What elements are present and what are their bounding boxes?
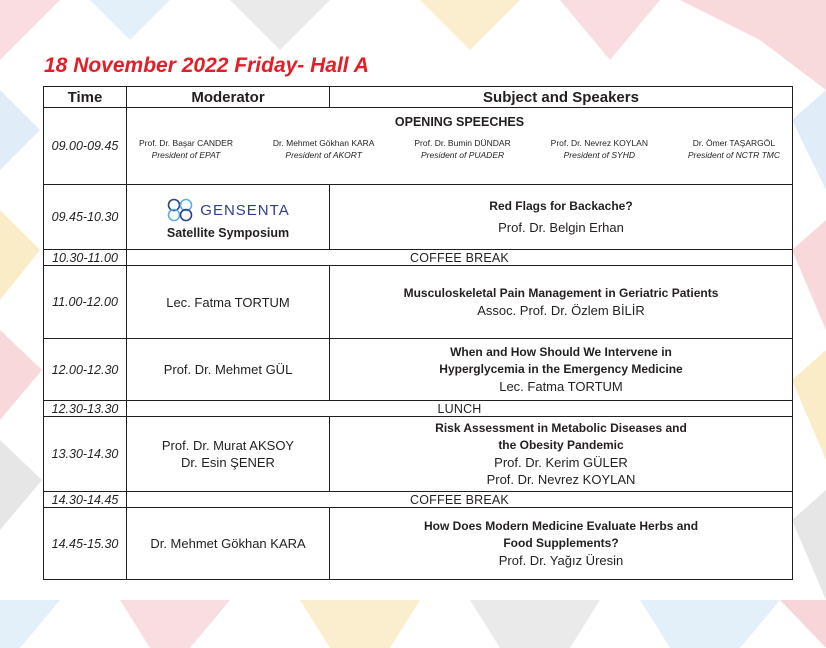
opening-speaker [551, 137, 648, 161]
opening-speakers [127, 129, 792, 161]
subject-title: the Obesity Pandemic [498, 438, 624, 452]
satellite-row [44, 185, 793, 250]
subject-cell [330, 185, 793, 250]
header-subject: Subject and Speakers [330, 87, 793, 108]
speaker-name: Dr. Ömer TAŞARGÖL [692, 138, 776, 148]
gensenta-logo [127, 198, 329, 222]
opening-cell [127, 108, 793, 185]
speaker-role: President of NCTR TMC [687, 150, 780, 160]
opening-row [44, 108, 793, 185]
opening-speaker [139, 137, 233, 161]
subject-title: Musculoskeletal Pain Management in Geriatric Patients [403, 286, 719, 300]
speaker-name: Prof. Dr. Başar CANDER [139, 138, 233, 148]
header-moderator: Moderator [127, 87, 330, 108]
time-cell: 10.30-11.00 [44, 250, 127, 266]
logo-text: GENSENTA [200, 201, 290, 219]
break-label: LUNCH [127, 401, 793, 417]
moderator-name: Prof. Dr. Murat AKSOY [161, 438, 295, 453]
time-cell: 14.30-14.45 [44, 492, 127, 508]
time-cell: 13.30-14.30 [44, 417, 127, 492]
opening-speaker [273, 137, 375, 161]
break-row [44, 492, 793, 508]
time-cell: 11.00-12.00 [44, 266, 127, 339]
header-time: Time [44, 87, 127, 108]
time-cell: 09.45-10.30 [44, 185, 127, 250]
speaker-role: President of SYHD [563, 150, 635, 160]
session-row [44, 508, 793, 580]
session-row [44, 266, 793, 339]
speaker-role: President of EPAT [151, 150, 221, 160]
speaker-name: Prof. Dr. Nevrez KOYLAN [486, 472, 636, 487]
header-row [44, 87, 793, 108]
speaker-name: Prof. Dr. Kerim GÜLER [494, 455, 628, 470]
satellite-label: Satellite Symposium [166, 226, 290, 240]
subject-cell [330, 266, 793, 339]
subject-cell [330, 339, 793, 401]
subject-cell [330, 417, 793, 492]
speaker-role: President of PUADER [420, 150, 505, 160]
time-cell: 12.30-13.30 [44, 401, 127, 417]
subject-cell [330, 508, 793, 580]
speaker-name: Prof. Dr. Nevrez KOYLAN [550, 138, 648, 148]
opening-speaker [688, 137, 780, 161]
subject-title: How Does Modern Medicine Evaluate Herbs and [423, 519, 699, 533]
moderator-cell: Lec. Fatma TORTUM [127, 266, 330, 339]
subject-title: Food Supplements? [503, 536, 619, 550]
speaker-name: Prof. Dr. Yağız Üresin [498, 553, 624, 568]
subject-title: Hyperglycemia in the Emergency Medicine [439, 362, 683, 376]
session-row [44, 339, 793, 401]
speaker-name: Dr. Mehmet Gökhan KARA [272, 138, 375, 148]
program-table [43, 86, 793, 580]
moderator-cell [127, 417, 330, 492]
page-title: 18 November 2022 Friday- Hall A [44, 54, 369, 77]
satellite-moderator-cell [127, 185, 330, 250]
subject-title: Risk Assessment in Metabolic Diseases and [435, 421, 687, 435]
time-cell: 14.45-15.30 [44, 508, 127, 580]
opening-title: OPENING SPEECHES [394, 115, 525, 129]
time-cell: 09.00-09.45 [44, 108, 127, 185]
moderator-name: Dr. Esin ŞENER [181, 455, 275, 470]
break-row [44, 250, 793, 266]
speaker-name: Prof. Dr. Belgin Erhan [498, 220, 624, 235]
moderator-cell: Prof. Dr. Mehmet GÜL [127, 339, 330, 401]
gensenta-logo-icon [166, 198, 194, 222]
break-row [44, 401, 793, 417]
time-cell: 12.00-12.30 [44, 339, 127, 401]
subject-title: Red Flags for Backache? [489, 199, 633, 213]
session-row [44, 417, 793, 492]
break-label: COFFEE BREAK [127, 492, 793, 508]
speaker-role: President of AKORT [285, 150, 362, 160]
opening-speaker [414, 137, 510, 161]
speaker-name: Prof. Dr. Bumin DÜNDAR [414, 138, 511, 148]
speaker-name: Lec. Fatma TORTUM [499, 379, 623, 394]
break-label: COFFEE BREAK [127, 250, 793, 266]
subject-title: When and How Should We Intervene in [450, 345, 672, 359]
speaker-name: Assoc. Prof. Dr. Özlem BİLİR [477, 303, 645, 318]
moderator-cell: Dr. Mehmet Gökhan KARA [127, 508, 330, 580]
